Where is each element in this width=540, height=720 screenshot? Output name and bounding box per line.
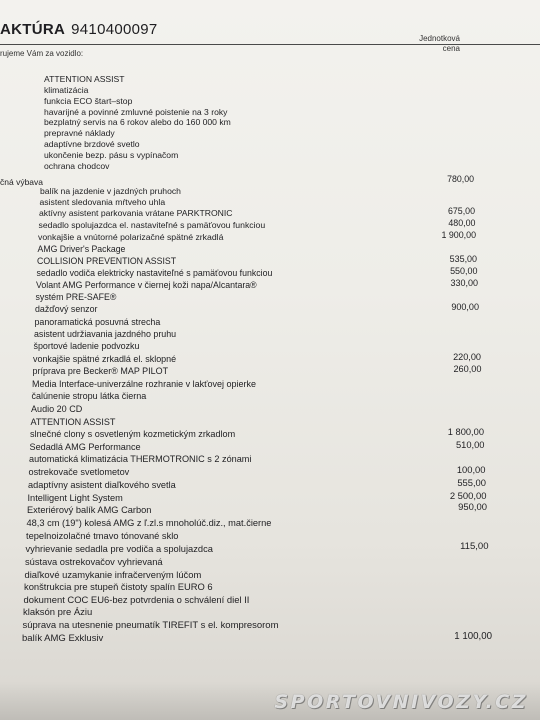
option-price: 675,00 [447, 206, 475, 217]
option-price: 480,00 [448, 217, 476, 228]
option-price: 550,00 [450, 265, 478, 276]
option-price: 2 500,00 [449, 489, 487, 501]
option-item: vyhrievanie sedadla pre vodiča a spolujazdca [25, 543, 213, 554]
standard-item: ukončenie bezp. pásu s vypínačom [44, 149, 179, 160]
option-item: systém PRE-SAFE® [35, 292, 117, 302]
option-price: 950,00 [458, 502, 487, 514]
standard-item: ochrana chodcov [44, 160, 110, 171]
option-price: 1 800,00 [447, 427, 484, 438]
option-item: vonkajšie spätné zrkadlá el. sklopné [33, 353, 177, 364]
standard-item: funkcia ECO štart–stop [44, 95, 133, 106]
option-item: balík na jazdenie v jazdných pruhoch [40, 186, 181, 196]
option-item: adaptívny asistent diaľkového svetla [28, 479, 176, 490]
option-item: asistent udržiavania jazdného pruhu [34, 328, 177, 339]
option-price: 1 100,00 [454, 631, 492, 642]
option-item: príprava pre Becker® MAP PILOT [32, 366, 169, 377]
option-item: sústava ostrekovačov vyhrievaná [25, 556, 163, 567]
option-item: konštrukcia pre stupeň čistoty spalín EURO 6 [24, 581, 213, 593]
watermark-text: SPORTOVNIVOZY.CZ [274, 691, 528, 713]
invoice-number: 9410400097 [71, 21, 158, 38]
option-item: panoramatická posuvná strecha [34, 316, 161, 327]
option-item: Audio 20 CD [31, 403, 83, 414]
option-item: čalúnenie stropu látka čierna [31, 391, 147, 402]
unit-price-label-1: Jednotková [419, 34, 460, 43]
standard-item: ATTENTION ASSIST [44, 74, 125, 84]
unit-price-label-2: cena [442, 44, 460, 53]
option-item: tepelnoizolačné tmavo tónované sklo [26, 531, 179, 541]
standard-item: klimatizácia [44, 84, 89, 95]
standard-item: havarijné a povinné zmluvné poistenie na 3 roky [44, 106, 228, 117]
standard-item: bezplatný servis na 6 rokov alebo do 160 000 km [44, 117, 231, 128]
option-item: asistent sledovania mŕtveho uhla [39, 196, 166, 207]
option-price: 900,00 [451, 302, 479, 313]
option-item: Exteriérový balík AMG Carbon [27, 505, 152, 516]
option-item: Intelligent Light System [27, 492, 123, 503]
invoice-subtitle: rujeme Vám za vozidlo: [0, 49, 84, 58]
option-price: 1 900,00 [441, 229, 476, 240]
option-price: 510,00 [455, 439, 485, 450]
option-item: športové ladenie podvozku [33, 341, 140, 352]
option-price: 100,00 [456, 465, 486, 476]
option-item: sedadlo spolujazdca el. nastaviteľné s pamäťovou funkciou [38, 219, 266, 230]
option-item: ostrekovače svetlometov [28, 467, 130, 478]
option-item: sedadlo vodiča elektricky nastaviteľné s pamäťovou funkciou [36, 267, 273, 278]
option-item: 48,3 cm (19") kolesá AMG z ľ.zl.s mnoholúč.diz., mat.čierne [26, 518, 272, 529]
option-item: klaksón pre Áziu [23, 607, 93, 619]
option-item: balík AMG Exklusiv [22, 633, 104, 644]
option-item: ATTENTION ASSIST [30, 416, 116, 427]
option-item: vonkajšie a vnútorné polarizačné spätné zrkadlá [38, 231, 224, 242]
option-item: dažďový senzor [35, 304, 98, 315]
option-item: dokument COC EU6-bez potvrdenia o schválení diel II [23, 594, 250, 606]
option-item: COLLISION PREVENTION ASSIST [37, 255, 177, 266]
option-item: automatická klimatizácia THERMOTRONIC s 2 zónami [29, 454, 252, 465]
option-item: Media Interface-univerzálne rozhranie v lakťovej opierke [32, 378, 256, 389]
option-price: 220,00 [453, 351, 481, 362]
invoice-title-text: AKTÚRA [0, 21, 66, 38]
option-price: 115,00 [460, 540, 489, 552]
option-price: 555,00 [457, 476, 486, 488]
option-item: Sedadlá AMG Performance [29, 441, 141, 452]
option-item: AMG Driver's Package [37, 243, 126, 254]
option-price: 330,00 [450, 277, 478, 288]
option-price: 535,00 [449, 253, 477, 264]
watermark [0, 682, 540, 720]
option-item: Volant AMG Performance v čiernej koži napa/Alcantara® [36, 279, 257, 290]
option-item: súprava na utesnenie pneumatík TIREFIT s el. kompresorom [22, 620, 279, 632]
option-price: 260,00 [453, 364, 482, 375]
standard-item: prepravné náklady [44, 128, 115, 139]
section-label: čná výbava [0, 177, 43, 187]
option-item: diaľkové uzamykanie infračerveným lúčom [24, 569, 202, 580]
option-price: 780,00 [447, 174, 474, 184]
option-item: aktívny asistent parkovania vrátane PARKTRONIC [39, 208, 233, 219]
standard-item: adaptívne brzdové svetlo [44, 139, 140, 150]
option-item: slnečné clony s osvetleným kozmetickým zrkadlom [30, 429, 236, 440]
